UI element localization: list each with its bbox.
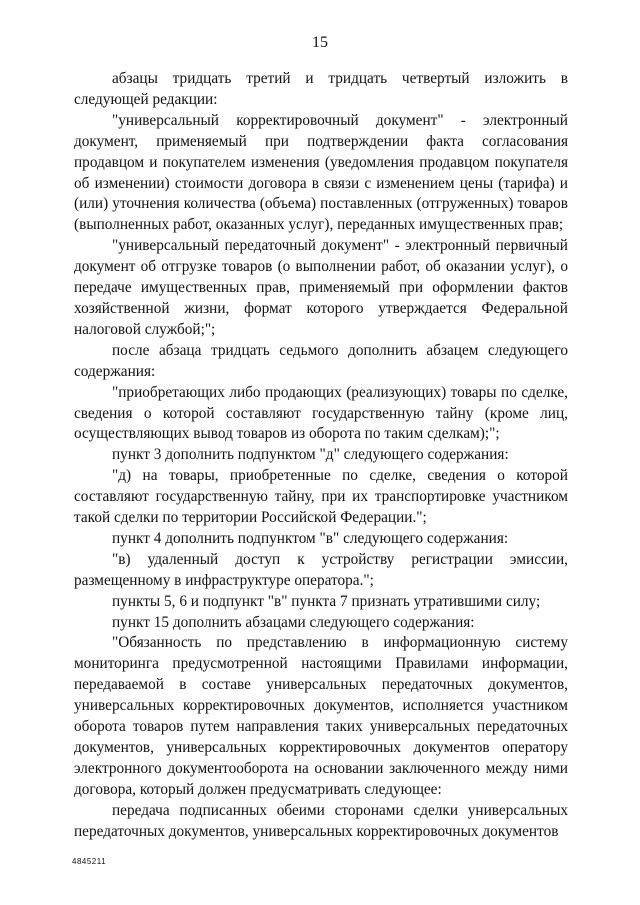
paragraph-7: "д) на товары, приобретенные по сделке, сведения о которой составляют государственную тайну, при их транспортировке участником такой сделки по территории Российской Федерации.";	[74, 467, 568, 527]
document-body	[74, 69, 568, 843]
paragraph-8: пункт 4 дополнить подпунктом "в" следующего содержания:	[112, 529, 509, 547]
paragraph-5: "приобретающих либо продающих (реализующих) товары по сделке, сведения о которой составляют государственную тайну (кроме лиц, осуществляющих вывод товаров из оборота по таким сделкам);";	[74, 383, 568, 443]
paragraph-11: пункт 15 дополнить абзацами следующего содержания:	[112, 613, 475, 631]
page-number: 15	[312, 34, 328, 51]
paragraph-6: пункт 3 дополнить подпунктом "д" следующего содержания:	[112, 446, 509, 464]
paragraph-2: "универсальный корректировочный документ" - электронный документ, применяемый при подтверждении факта согласования продавцом и покупателем изменения (уведомления продавцом покупателя об изменении) стоимости договора в связи с изменением цены (тарифа) и (или) уточнения количества (объема) поставленных (отгруженных) товаров (выполненных работ, оказанных услуг), переданных имущественных прав;	[74, 111, 568, 234]
document-code: 4845211	[72, 857, 107, 866]
paragraph-3: "универсальный передаточный документ" - электронный первичный документ об отгрузке товаров (о выполнении работ, об оказании услуг), о передаче имущественных прав, применяемый при оформлении фактов хозяйственной жизни, формат которого утверждается Федеральной налоговой службой;";	[74, 237, 568, 338]
paragraph-4: после абзаца тридцать седьмого дополнить абзацем следующего содержания:	[74, 341, 568, 380]
paragraph-13: передача подписанных обеими сторонами сделки универсальных передаточных документов, универсальных корректировочных документов	[74, 801, 568, 840]
paragraph-1: абзацы тридцать третий и тридцать четвертый изложить в следующей редакции:	[74, 70, 568, 108]
paragraph-9: "в) удаленный доступ к устройству регистрации эмиссии, размещенному в инфраструктуре оператора.";	[74, 550, 568, 589]
paragraph-12: "Обязанность по представлению в информационную систему мониторинга предусмотренной настоящими Правилами информации, передаваемой в составе универсальных передаточных документов, универсальных корректировочных документов, исполняется участником оборота товаров путем направления таких универсальных передаточных документов, универсальных корректировочных документов оператору электронного документооборота на основании заключенного между ними договора, который должен предусматривать следующее:	[74, 634, 568, 798]
paragraph-10: пункты 5, 6 и подпункт "в" пункта 7 признать утратившими силу;	[112, 592, 541, 610]
